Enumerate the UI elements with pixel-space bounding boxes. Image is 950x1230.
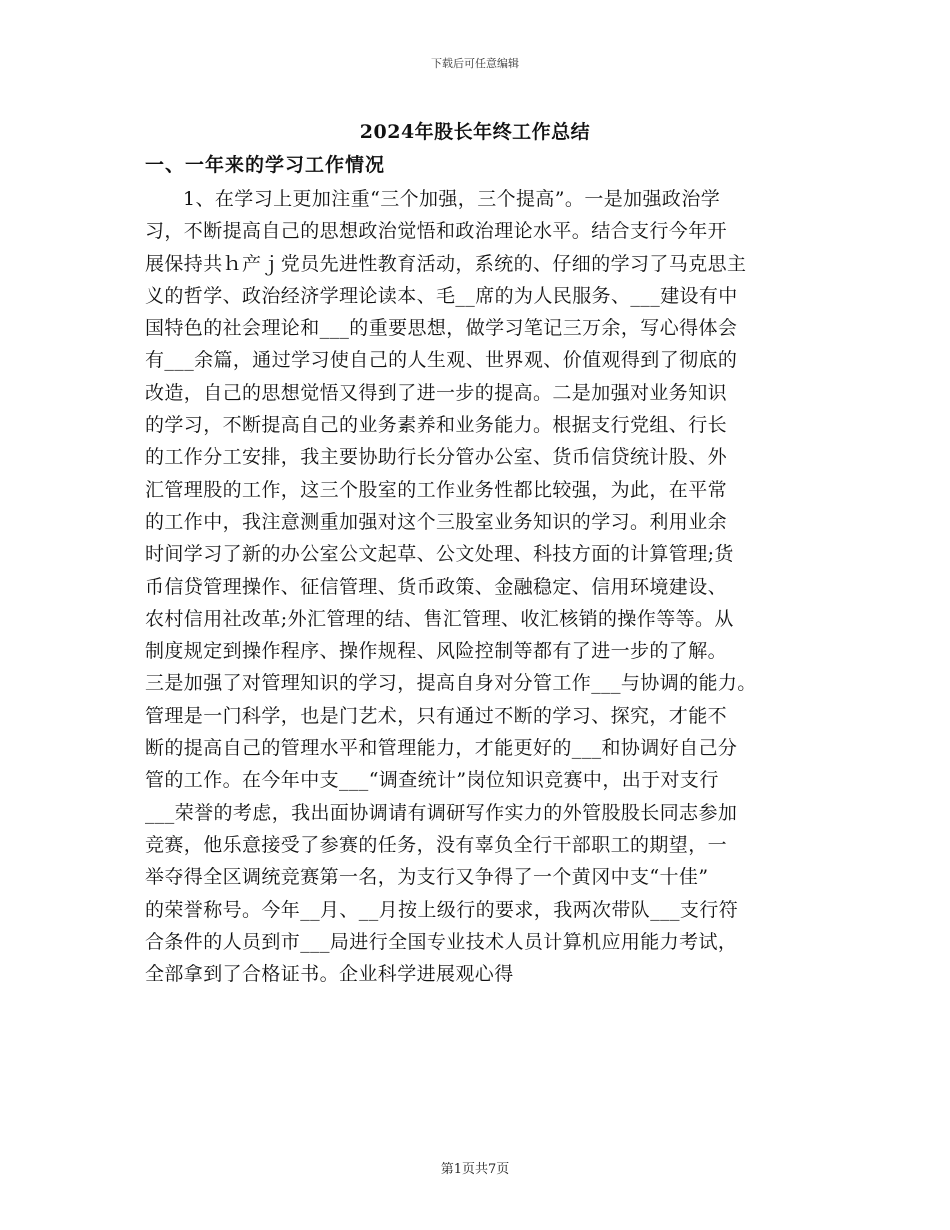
text-line: 汇管理股的工作，这三个股室的工作业务性都比较强，为此，在平常: [145, 478, 728, 501]
text-line: 有___余篇，通过学习使自己的人生观、世界观、价值观得到了彻底的: [145, 349, 738, 372]
text-line: 展保持共ｈ产ｊ党员先进性教育活动，系统的、仔细的学习了马克思主: [145, 252, 747, 275]
header-note: 下载后可任意编辑: [431, 57, 519, 70]
text-line: 管理是一门科学，也是门艺术，只有通过不断的学习、探究，才能不: [145, 704, 728, 727]
text-line: 的学习，不断提高自己的业务素养和业务能力。根据支行党组、行长: [145, 414, 728, 437]
text-line: 习，不断提高自己的思想政治觉悟和政治理论水平。结合支行今年开: [145, 220, 728, 243]
text-line: 义的哲学、政治经济学理论读本、毛__席的为人民服务、___建设有中: [145, 284, 738, 307]
text-line: 的荣誉称号。今年__月、__月按上级行的要求，我两次带队___支行符: [145, 898, 739, 921]
text-line: 制度规定到操作程序、操作规程、风险控制等都有了进一步的了解。: [145, 640, 728, 663]
text-line: ___荣誉的考虑，我出面协调请有调研写作实力的外管股股长同志参加: [145, 801, 738, 824]
text-line: 时间学习了新的办公室公文起草、公文处理、科技方面的计算管理;货: [145, 543, 734, 566]
text-line: 管的工作。在今年中支___“调查统计”岗位知识竞赛中，出于对支行: [145, 769, 719, 792]
section-heading: 一、一年来的学习工作情况: [145, 154, 386, 176]
text-line: 三是加强了对管理知识的学习，提高自身对分管工作___与协调的能力。: [145, 672, 757, 695]
text-line: 币信贷管理操作、征信管理、货币政策、金融稳定、信用环境建设、: [145, 575, 728, 598]
text-line: 竞赛，他乐意接受了参赛的任务，没有辜负全行干部职工的期望，一: [145, 833, 728, 856]
text-line: 全部拿到了合格证书。企业科学进展观心得: [145, 963, 514, 986]
text-line: 的工作中，我注意测重加强对这个三股室业务知识的学习。利用业余: [145, 510, 728, 533]
text-line: 改造，自己的思想觉悟又得到了进一步的提高。二是加强对业务知识: [145, 381, 728, 404]
text-line: 国特色的社会理论和___的重要思想，做学习笔记三万余，写心得体会: [145, 317, 738, 340]
page-number: 第1页共7页: [440, 1162, 510, 1177]
text-line: 农村信用社改革;外汇管理的结、售汇管理、收汇核销的操作等等。从: [145, 607, 734, 630]
body-paragraph: [145, 183, 835, 990]
text-line: 断的提高自己的管理水平和管理能力，才能更好的___和协调好自己分: [145, 737, 738, 760]
text-line: 的工作分工安排，我主要协助行长分管办公室、货币信贷统计股、外: [145, 446, 728, 469]
document-title: 2024年股长年终工作总结: [359, 121, 591, 143]
text-line: 合条件的人员到市___局进行全国专业技术人员计算机应用能力考试，: [145, 930, 738, 953]
text-line: 举夺得全区调统竞赛第一名，为支行又争得了一个黄冈中支“十佳”: [145, 866, 709, 889]
text-line: 1、在学习上更加注重“三个加强，三个提高”。一是加强政治学: [183, 188, 721, 210]
